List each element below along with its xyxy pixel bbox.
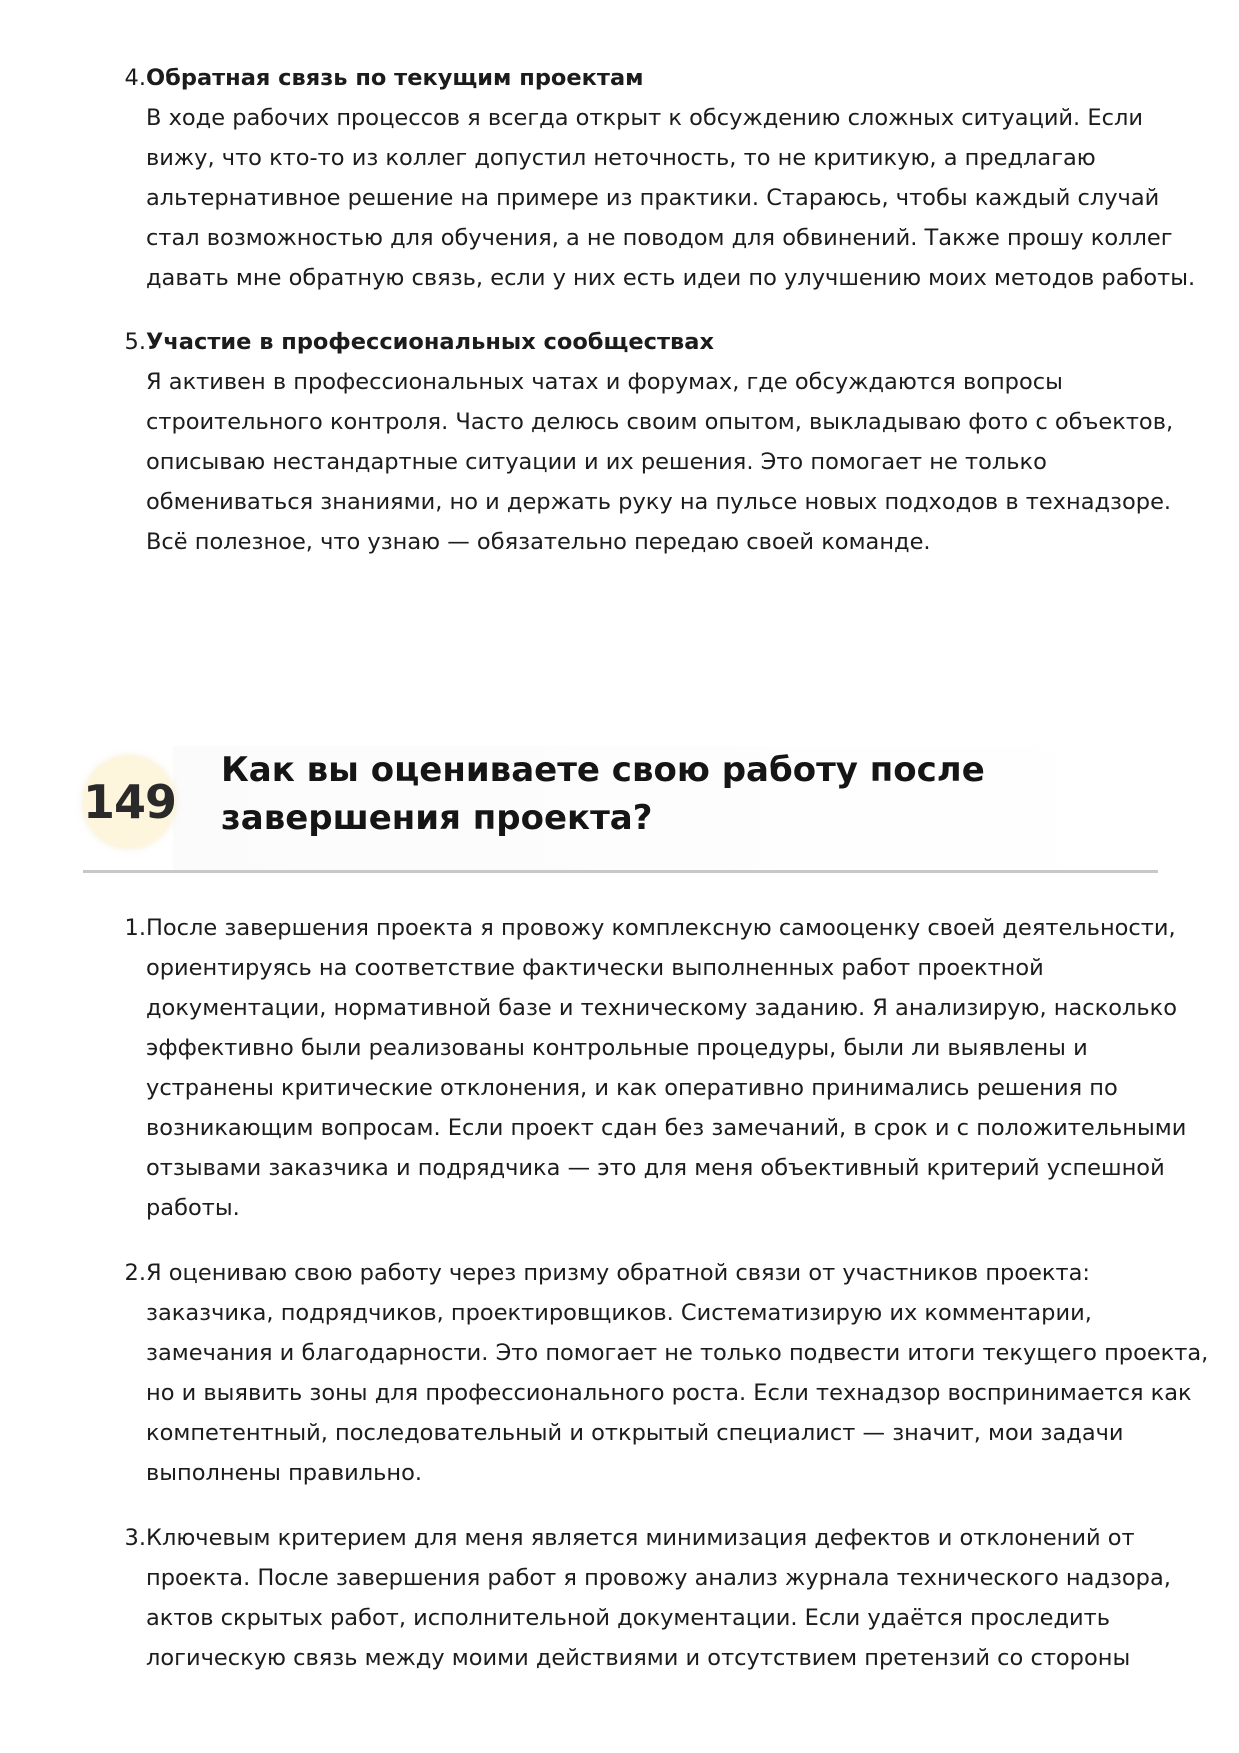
list-item <box>120 322 1174 562</box>
list-item-body <box>146 1253 1209 1493</box>
text-line: описываю нестандартные ситуации и их решения. Это помогает не только <box>146 449 1047 475</box>
text-line: Всё полезное, что узнаю — обязательно передаю своей команде. <box>146 529 931 555</box>
text-line: строительного контроля. Часто делюсь своим опытом, выкладываю фото с объектов, <box>146 409 1174 435</box>
list-item-number: 1. <box>124 915 146 941</box>
list-item <box>120 1518 1171 1678</box>
text-line: вижу, что кто-то из коллег допустил неточность, то не критикую, а предлагаю <box>146 145 1096 171</box>
text-line: Я активен в профессиональных чатах и форумах, где обсуждаются вопросы <box>146 369 1063 395</box>
text-line: Я оцениваю свою работу через призму обратной связи от участников проекта: <box>146 1260 1091 1286</box>
list-item-number: 2. <box>124 1260 146 1286</box>
text-line: работы. <box>146 1195 240 1221</box>
text-line: отзывами заказчика и подрядчика — это для меня объективный критерий успешной <box>146 1155 1165 1181</box>
question-title <box>221 746 985 842</box>
list-item <box>120 58 1196 298</box>
list-item-body <box>146 362 1174 562</box>
list-item <box>120 908 1187 1228</box>
text-line: эффективно были реализованы контрольные процедуры, были ли выявлены и <box>146 1035 1088 1061</box>
text-line: давать мне обратную связь, если у них есть идеи по улучшению моих методов работы. <box>146 265 1196 291</box>
text-line: стал возможностью для обучения, а не поводом для обвинений. Также прошу коллег <box>146 225 1173 251</box>
list-item-number: 4. <box>124 65 146 91</box>
text-line: После завершения проекта я провожу комплексную самооценку своей деятельности, <box>146 915 1176 941</box>
text-line: проекта. После завершения работ я провожу анализ журнала технического надзора, <box>146 1565 1171 1591</box>
question-header <box>83 746 1158 873</box>
text-line: В ходе рабочих процессов я всегда открыт к обсуждению сложных ситуаций. Если <box>146 105 1143 131</box>
text-line: заказчика, подрядчиков, проектировщиков. Систематизирую их комментарии, <box>146 1300 1092 1326</box>
text-line: компетентный, последовательный и открытый специалист — значит, мои задачи <box>146 1420 1124 1446</box>
question-number: 149 <box>83 775 177 829</box>
text-line: обмениваться знаниями, но и держать руку на пульсе новых подходов в технадзоре. <box>146 489 1172 515</box>
question-title-line: Как вы оцениваете свою работу после <box>221 750 985 790</box>
list-item-title: Обратная связь по текущим проектам <box>146 65 644 91</box>
list-item-number: 3. <box>124 1525 146 1551</box>
text-line: но и выявить зоны для профессионального роста. Если технадзор воспринимается как <box>146 1380 1192 1406</box>
text-line: документации, нормативной базе и техническому заданию. Я анализирую, насколько <box>146 995 1177 1021</box>
text-line: замечания и благодарности. Это помогает не только подвести итоги текущего проекта, <box>146 1340 1209 1366</box>
text-line: актов скрытых работ, исполнительной документации. Если удаётся проследить <box>146 1605 1110 1631</box>
list-item <box>120 1253 1209 1493</box>
list-item-body <box>146 98 1196 298</box>
text-line: Ключевым критерием для меня является минимизация дефектов и отклонений от <box>146 1525 1135 1551</box>
text-line: устранены критические отклонения, и как оперативно принимались решения по <box>146 1075 1118 1101</box>
list-item-body <box>146 908 1187 1228</box>
text-line: альтернативное решение на примере из практики. Стараюсь, чтобы каждый случай <box>146 185 1160 211</box>
question-number-badge <box>83 756 175 848</box>
text-line: ориентируясь на соответствие фактически выполненных работ проектной <box>146 955 1044 981</box>
list-item-title: Участие в профессиональных сообществах <box>146 329 714 355</box>
list-item-number: 5. <box>124 329 146 355</box>
text-line: выполнены правильно. <box>146 1460 422 1486</box>
question-title-line: завершения проекта? <box>221 798 653 838</box>
text-line: возникающим вопросам. Если проект сдан без замечаний, в срок и с положительными <box>146 1115 1187 1141</box>
text-line: логическую связь между моими действиями и отсутствием претензий со стороны <box>146 1645 1131 1671</box>
list-item-body <box>146 1518 1171 1678</box>
